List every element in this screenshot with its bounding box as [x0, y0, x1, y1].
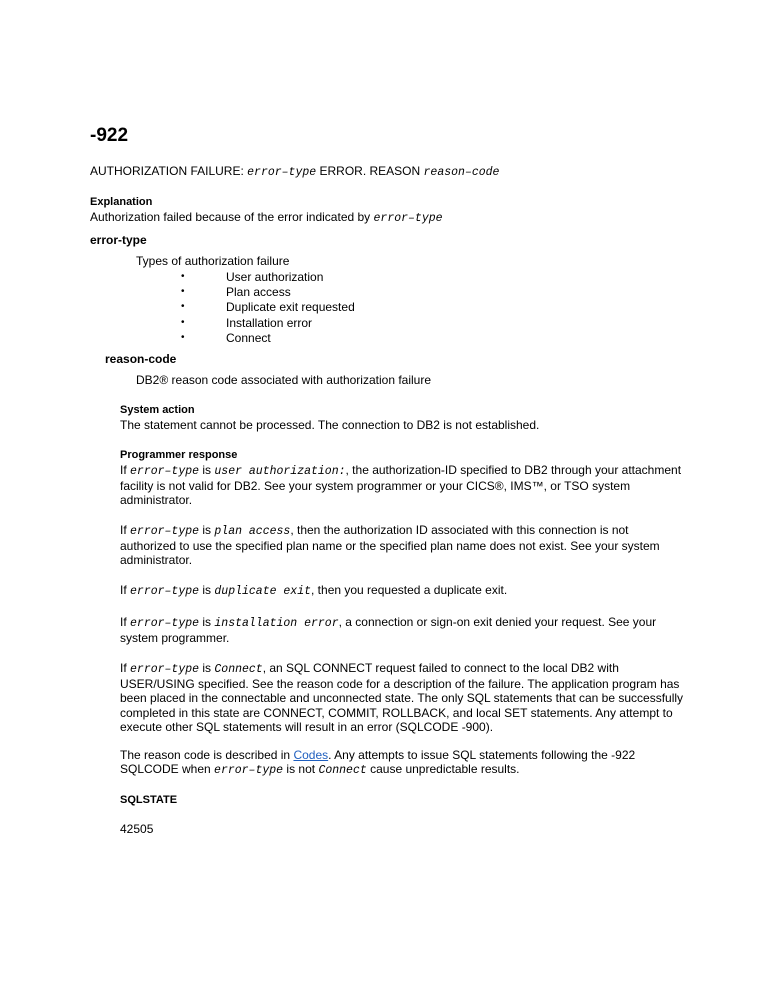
var-value: installation error	[214, 617, 339, 630]
explanation-var: error–type	[373, 212, 443, 225]
var-error-type: error–type	[130, 617, 200, 630]
para-text: If	[120, 615, 127, 629]
var-value: user authorization:	[214, 465, 346, 478]
para-text: , the authorization-ID specified to DB2 through your attachment facility is not valid for DB2. See your system programmer or your CICS®, IMS™, or TSO system administrator.	[120, 463, 682, 508]
para-text: , an SQL CONNECT request failed to connect to the local DB2 with USER/USING specified. See the reason code for a description of the failure. The application program has been placed in the connectable and unconnected state. The only SQL statements that can be successfully completed in this state are CONNECT, COMMIT, ROLLBACK, and local SET statements. Any attempt to execute other SQL statements will result in an error (SQLCODE -900).	[120, 661, 684, 734]
programmer-response-paragraph-3	[120, 583, 685, 599]
programmer-response-paragraph-5	[120, 661, 685, 734]
list-item: Plan access	[226, 285, 291, 299]
para-text: If	[120, 661, 127, 675]
message-middle: ERROR. REASON	[319, 164, 421, 178]
programmer-response-paragraph-4	[120, 615, 685, 645]
bullet-icon: •	[181, 271, 185, 282]
list-item: Connect	[226, 331, 271, 345]
var-error-type: error–type	[214, 764, 284, 778]
message-var-reason-code: reason–code	[423, 166, 500, 179]
programmer-response-paragraph-6	[120, 748, 685, 778]
var-value: Connect	[214, 663, 263, 676]
var-error-type: error–type	[130, 663, 200, 676]
reason-code-text: DB2® reason code associated with authorization failure	[136, 373, 432, 387]
para-text: is	[202, 463, 212, 477]
error-type-intro: Types of authorization failure	[136, 254, 290, 268]
para-text: The reason code is described in	[120, 748, 291, 762]
reason-code-heading: reason-code	[105, 352, 177, 366]
error-type-heading: error-type	[90, 233, 147, 247]
var-value: plan access	[214, 525, 291, 538]
var-error-type: error–type	[130, 465, 200, 478]
programmer-response-heading: Programmer response	[120, 449, 238, 461]
para-text: If	[120, 463, 127, 477]
sqlstate-heading: SQLSTATE	[120, 794, 178, 806]
para-text: is	[202, 661, 212, 675]
bullet-icon: •	[181, 317, 185, 328]
programmer-response-paragraph-2	[120, 523, 685, 568]
list-item: Installation error	[226, 316, 313, 330]
system-action-heading: System action	[120, 404, 195, 416]
para-text: is	[202, 583, 212, 597]
explanation-body: Authorization failed because of the error indicated by	[90, 210, 371, 224]
message-var-error-type: error–type	[247, 166, 317, 179]
message-prefix: AUTHORIZATION FAILURE:	[90, 164, 244, 178]
para-text: . Any attempts to issue SQL statements following the -922 SQLCODE when	[120, 748, 636, 777]
bullet-icon: •	[181, 301, 185, 312]
codes-link[interactable]: Codes	[293, 748, 329, 762]
explanation-text	[90, 210, 443, 225]
list-item: User authorization	[226, 270, 324, 284]
explanation-heading: Explanation	[90, 196, 153, 208]
para-text: cause unpredictable results.	[370, 762, 520, 777]
page-title: -922	[90, 125, 129, 146]
programmer-response-paragraph-1	[120, 463, 685, 508]
para-text: , a connection or sign-on exit denied your request. See your system programmer.	[120, 615, 657, 646]
para-text: , then you requested a duplicate exit.	[311, 583, 508, 597]
system-action-text: The statement cannot be processed. The connection to DB2 is not established.	[120, 418, 540, 432]
sqlstate-value: 42505	[120, 822, 154, 836]
para-text: is	[202, 615, 212, 629]
bullet-icon: •	[181, 332, 185, 343]
list-item: Duplicate exit requested	[226, 300, 355, 314]
para-text: If	[120, 523, 127, 537]
var-error-type: error–type	[130, 585, 200, 598]
var-value: duplicate exit	[214, 585, 312, 598]
para-text: If	[120, 583, 127, 597]
message-line	[90, 164, 499, 179]
para-text: is not	[286, 762, 316, 777]
bullet-icon: •	[181, 286, 185, 297]
para-text: , then the authorization ID associated with this connection is not authorized to use the specified plan name or the specified plan name does not exist. See your system administrator.	[120, 523, 660, 568]
para-text: is	[202, 523, 212, 537]
var-error-type: error–type	[130, 525, 200, 538]
var-value: Connect	[318, 764, 367, 778]
